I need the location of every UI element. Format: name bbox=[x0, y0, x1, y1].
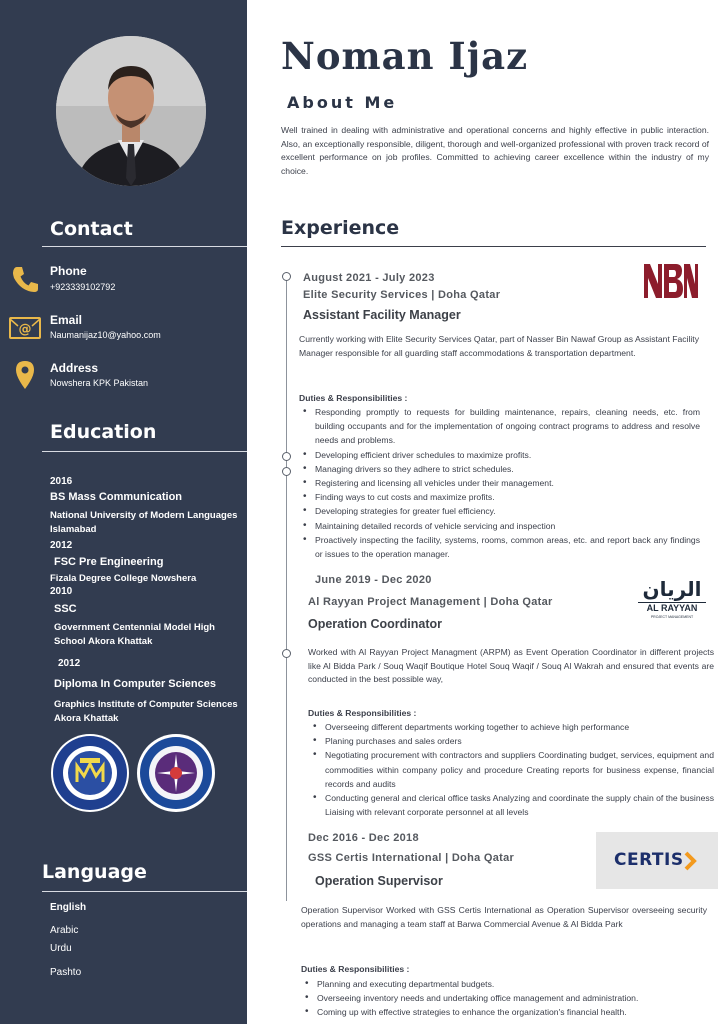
contact-heading: Contact bbox=[50, 218, 133, 240]
language-divider bbox=[42, 891, 247, 892]
list-item: • Overseeing inventory needs and undertaking office management and administration. bbox=[301, 991, 711, 1005]
about-text: Well trained in dealing with administrative and operational concerns and highly effective in public interaction. Also, an exceptionally responsible, diligent, thorough and well-organized professional with proven track record of excellent performance on job profiles. Committed to achieving career excellence within the industry of my choice. bbox=[281, 125, 709, 176]
edu-degree: Diploma In Computer Sciences bbox=[54, 678, 216, 690]
list-item: • Maintaining detailed records of vehicle servicing and inspection bbox=[299, 519, 700, 533]
job-description: Currently working with Elite Security Services Qatar, part of Nasser Bin Nawaf Group as Assistant Facility Manager responsible for all guarding staff accommodations & transportation department. bbox=[299, 334, 699, 358]
edu-institution: National University of Modern Languages Islamabad bbox=[50, 510, 238, 535]
list-item: • Responding promptly to requests for building maintenance, repairs, cleaning needs, etc. from building occupants and for the implementation of ongoing contract programs to address and resolve needs and problems. bbox=[299, 405, 700, 448]
list-item: • Negotiating procurement with contractors and suppliers Coordinating budget, services, equipment and commodities within company policy and procedure Creating reports for business expense, financial records and audits bbox=[309, 748, 714, 791]
edu-institution: Government Centennial Model High School Akora Khattak bbox=[54, 622, 215, 647]
list-item: • Planing purchases and sales orders bbox=[309, 734, 714, 748]
duties-label: Duties & Responsibilities : bbox=[299, 393, 408, 403]
timeline-dot bbox=[282, 649, 291, 658]
job-title: Operation Coordinator bbox=[308, 617, 443, 631]
institute-seal-icon bbox=[137, 734, 215, 812]
job-company: GSS Certis International | Doha Qatar bbox=[308, 852, 515, 864]
address-label: Address bbox=[50, 361, 99, 375]
education-heading: Education bbox=[50, 421, 157, 443]
job-date: August 2021 - July 2023 bbox=[303, 272, 435, 284]
job-description: Operation Supervisor Worked with GSS Certis International as Operation Supervisor overseeing security operations and managing a team staff at Barwa Commercial Avenue & Al Bidda Park bbox=[301, 905, 707, 929]
duties-label: Duties & Responsibilities : bbox=[301, 964, 410, 974]
al-rayyan-logo bbox=[638, 578, 706, 628]
person-name: Noman Ijaz bbox=[281, 34, 529, 78]
language-item: Urdu bbox=[50, 943, 72, 954]
email-value[interactable]: Naumanijaz10@yahoo.com bbox=[50, 330, 161, 340]
certis-logo bbox=[596, 832, 718, 889]
duties-list bbox=[309, 720, 714, 819]
nbn-logo-icon bbox=[642, 262, 700, 300]
job-date: June 2019 - Dec 2020 bbox=[315, 574, 432, 586]
edu-degree: SSC bbox=[54, 603, 77, 615]
duties-list bbox=[301, 977, 711, 1020]
address-value: Nowshera KPK Pakistan bbox=[50, 378, 149, 388]
list-item: • Registering and licensing all vehicles under their management. bbox=[299, 476, 700, 490]
timeline-dot bbox=[282, 467, 291, 476]
sidebar bbox=[0, 0, 247, 1024]
job-description: Worked with Al Rayyan Project Managment (ARPM) as Event Operation Coordinator in different projects like Al Bidda Park / Souq Waqif Boutique Hotel Souq Waqif / Souq Al Wakrah and ensured that events are conducted in the best possible way, bbox=[308, 647, 714, 685]
language-item: English bbox=[50, 902, 87, 913]
profile-photo bbox=[56, 36, 206, 186]
job-company: Elite Security Services | Doha Qatar bbox=[303, 289, 501, 301]
logo-arabic-text: الريان bbox=[642, 577, 702, 601]
university-seal-icon bbox=[51, 734, 129, 812]
duties-label: Duties & Responsibilities : bbox=[308, 708, 417, 718]
logo-text: AL RAYYAN bbox=[638, 602, 706, 614]
list-item: • Overseeing different departments working together to achieve high performance bbox=[309, 720, 714, 734]
list-item: • Developing strategies for greater fuel efficiency. bbox=[299, 504, 700, 518]
language-item: Pashto bbox=[50, 967, 82, 978]
list-item: • Finding ways to cut costs and maximize profits. bbox=[299, 490, 700, 504]
logo-subtext: PROJECT MANAGEMENT bbox=[650, 615, 694, 619]
timeline-line bbox=[286, 276, 287, 901]
edu-year: 2010 bbox=[50, 586, 73, 597]
list-item: • Planning and executing departmental budgets. bbox=[301, 977, 711, 991]
edu-degree: FSC Pre Engineering bbox=[54, 556, 164, 568]
edu-year: 2016 bbox=[50, 476, 73, 487]
email-icon bbox=[8, 311, 42, 345]
svg-text:@: @ bbox=[18, 322, 32, 337]
phone-icon bbox=[8, 262, 42, 296]
job-company: Al Rayyan Project Management | Doha Qatar bbox=[308, 596, 553, 608]
experience-divider bbox=[281, 246, 706, 247]
duties-list bbox=[299, 405, 700, 561]
language-heading: Language bbox=[42, 861, 147, 883]
experience-heading: Experience bbox=[281, 217, 400, 239]
list-item: • Developing efficient driver schedules to maximize profits. bbox=[299, 448, 700, 462]
certis-logo-text: CERTIS bbox=[614, 850, 684, 870]
edu-year: 2012 bbox=[50, 540, 73, 551]
education-divider bbox=[42, 451, 247, 452]
job-date: Dec 2016 - Dec 2018 bbox=[308, 832, 419, 844]
list-item: • Managing drivers so they adhere to strict schedules. bbox=[299, 462, 700, 476]
edu-institution: Fizala Degree College Nowshera bbox=[50, 573, 197, 584]
about-heading: About Me bbox=[287, 93, 398, 112]
job-title: Assistant Facility Manager bbox=[303, 308, 461, 322]
contact-divider bbox=[42, 246, 247, 247]
location-pin-icon bbox=[8, 358, 42, 392]
email-label: Email bbox=[50, 313, 83, 327]
list-item: • Proactively inspecting the facility, systems, rooms, common areas, etc. and report back any findings or issues to the operation manager. bbox=[299, 533, 700, 561]
job-title: Operation Supervisor bbox=[315, 874, 443, 888]
certis-chevron-icon bbox=[684, 851, 700, 871]
list-item: • Coming up with effective strategies to enhance the organization's financial health. bbox=[301, 1005, 711, 1019]
edu-institution: Graphics Institute of Computer Sciences Akora Khattak bbox=[54, 699, 238, 724]
language-item: Arabic bbox=[50, 925, 79, 936]
edu-year: 2012 bbox=[58, 658, 81, 669]
phone-value[interactable]: +923339102792 bbox=[50, 282, 116, 292]
timeline-dot bbox=[282, 272, 291, 281]
list-item: • Conducting general and clerical office tasks Analyzing and coordinate the supply chain of the business Liaising with relevant corporate personnel at all levels bbox=[309, 791, 714, 819]
timeline-dot bbox=[282, 452, 291, 461]
edu-degree: BS Mass Communication bbox=[50, 491, 183, 503]
phone-label: Phone bbox=[50, 264, 87, 278]
